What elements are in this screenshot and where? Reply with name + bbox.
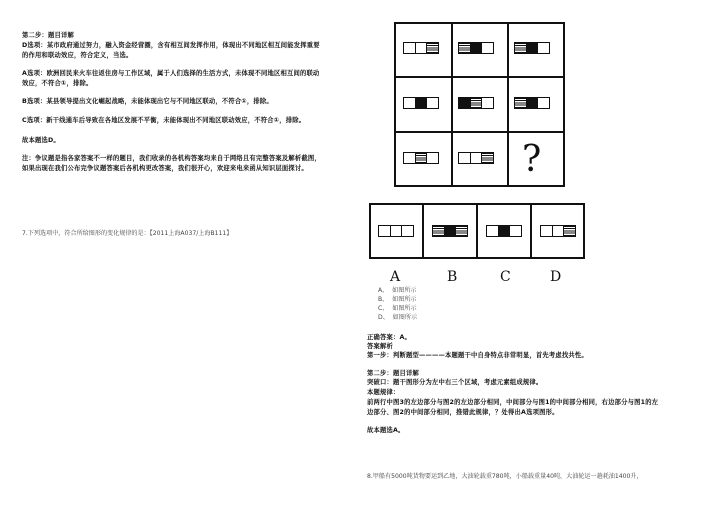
grid-figure-5	[458, 97, 494, 109]
option-a-item[interactable]: A、 如图所示	[378, 287, 417, 294]
figure-segment	[379, 226, 391, 236]
question-8: 8.甲船有5000吨货物要运到乙地，大油轮载重780吨，小船载重量40吨，大油轮运一趟耗油1400升，	[367, 473, 643, 480]
figure-segment	[416, 153, 428, 163]
step-one: 第一步：判断题型————本题题干中自身特点非常明显，首先考虑找共性。	[367, 352, 588, 359]
figure-segment	[499, 226, 511, 236]
figure-segment	[515, 43, 527, 53]
rule-heading: 本题规律：	[367, 389, 400, 396]
figure-segment	[515, 98, 527, 108]
figure-segment	[564, 226, 575, 236]
figure-segment	[482, 153, 493, 163]
figure-segment	[510, 226, 521, 236]
figure-segment	[427, 43, 438, 53]
analysis-heading: 答案解析	[367, 343, 393, 350]
grid-figure-1	[403, 42, 439, 54]
grid-figure-2	[458, 42, 494, 54]
option-figure-a	[378, 225, 414, 237]
option-b-text: B选项：某县领导提出文化崛起战略，未能体现出它与不同地区联动，不符合①，排除。	[22, 98, 273, 105]
option-figure-c	[486, 225, 522, 237]
figure-segment	[416, 98, 428, 108]
option-d-item[interactable]: D、 如图所示	[378, 314, 418, 321]
figure-segment	[459, 43, 471, 53]
option-letter-a: A	[390, 269, 401, 285]
option-d-text-1: D选项：某市政府通过努力，融入资金经营圈，含有相互间发挥作用，体现出不同地区相互间能发挥重要	[22, 42, 320, 49]
question-7: 7.下列选项中，符合所给图形的变化规律的是：【2011上海A037/上海B111】	[22, 230, 233, 237]
option-figure-d	[540, 225, 576, 237]
option-c-text: C选项：新干线通车后导致在各地区发展不平衡，未能体现出不同地区联动效应，不符合①，排除。	[22, 117, 306, 124]
note-text-1: 注：争议题是指各家答案不一样的题目，我们收录的各机构答案均来自于网络且有完整答案及解析截图，	[22, 155, 321, 162]
question-mark: ?	[522, 139, 542, 180]
figure-segment	[459, 98, 471, 108]
grid-figure-4	[403, 97, 439, 109]
grid-figure-6	[514, 97, 550, 109]
figure-segment	[427, 98, 438, 108]
option-b-item[interactable]: B、 如图所示	[378, 296, 417, 303]
correct-answer: 正确答案：A。	[367, 334, 412, 341]
figure-segment	[427, 153, 438, 163]
option-c-item[interactable]: C、 如图所示	[378, 305, 417, 312]
conclusion-d: 故本题选D。	[22, 137, 60, 144]
figure-segment	[456, 226, 467, 236]
note-text-2: 如果出现在我们公布完争议题答案后各机构更改答案，我们很开心，欢迎来电来函从知识层面探讨。	[22, 165, 308, 172]
option-a-text-2: 效应，不符合①，排除。	[22, 80, 93, 87]
figure-segment	[527, 43, 539, 53]
figure-segment	[416, 43, 428, 53]
figure-segment	[471, 153, 483, 163]
figure-segment	[482, 98, 493, 108]
rule-text-1: 前两行中图3的左边部分与图2的左边部分相同，中间部分与图1的中间部分相同，右边部分与图1的左	[367, 399, 659, 406]
option-figure-b	[432, 225, 468, 237]
figure-segment	[541, 226, 553, 236]
conclusion-a: 故本题选A。	[367, 427, 405, 434]
figure-segment	[459, 153, 471, 163]
figure-segment	[445, 226, 457, 236]
figure-segment	[487, 226, 499, 236]
grid-figure-8	[458, 152, 494, 164]
figure-segment	[402, 226, 413, 236]
figure-segment	[538, 98, 549, 108]
rule-text-2: 边部分、图2的中间部分相同，推错此规律，？处得出A选项图形。	[367, 409, 559, 416]
figure-segment	[538, 43, 549, 53]
step-two-heading: 第二步：题目详解	[22, 32, 74, 39]
figure-segment	[433, 226, 445, 236]
option-d-text-2: 的作用和联动效应，符合定义，当选。	[22, 52, 133, 59]
figure-segment	[404, 153, 416, 163]
figure-segment	[471, 43, 483, 53]
figure-segment	[404, 98, 416, 108]
figure-segment	[553, 226, 565, 236]
option-letter-d: D	[550, 269, 562, 285]
option-letter-b: B	[447, 269, 458, 285]
breakthrough: 突破口：题干图形分为左中右三个区域，考虑元素组成规律。	[367, 379, 543, 386]
option-letter-c: C	[500, 269, 511, 285]
figure-segment	[527, 98, 539, 108]
figure-segment	[482, 43, 493, 53]
step-two: 第二步：题目详解	[367, 370, 419, 377]
figure-segment	[404, 43, 416, 53]
grid-figure-3	[514, 42, 550, 54]
grid-figure-7	[403, 152, 439, 164]
figure-segment	[471, 98, 483, 108]
figure-segment	[391, 226, 403, 236]
option-a-text-1: A选项：欧洲回民来火车往返住房与工作区域，属于人们选择的生活方式，未体现不同地区相互间的联动	[22, 70, 320, 77]
